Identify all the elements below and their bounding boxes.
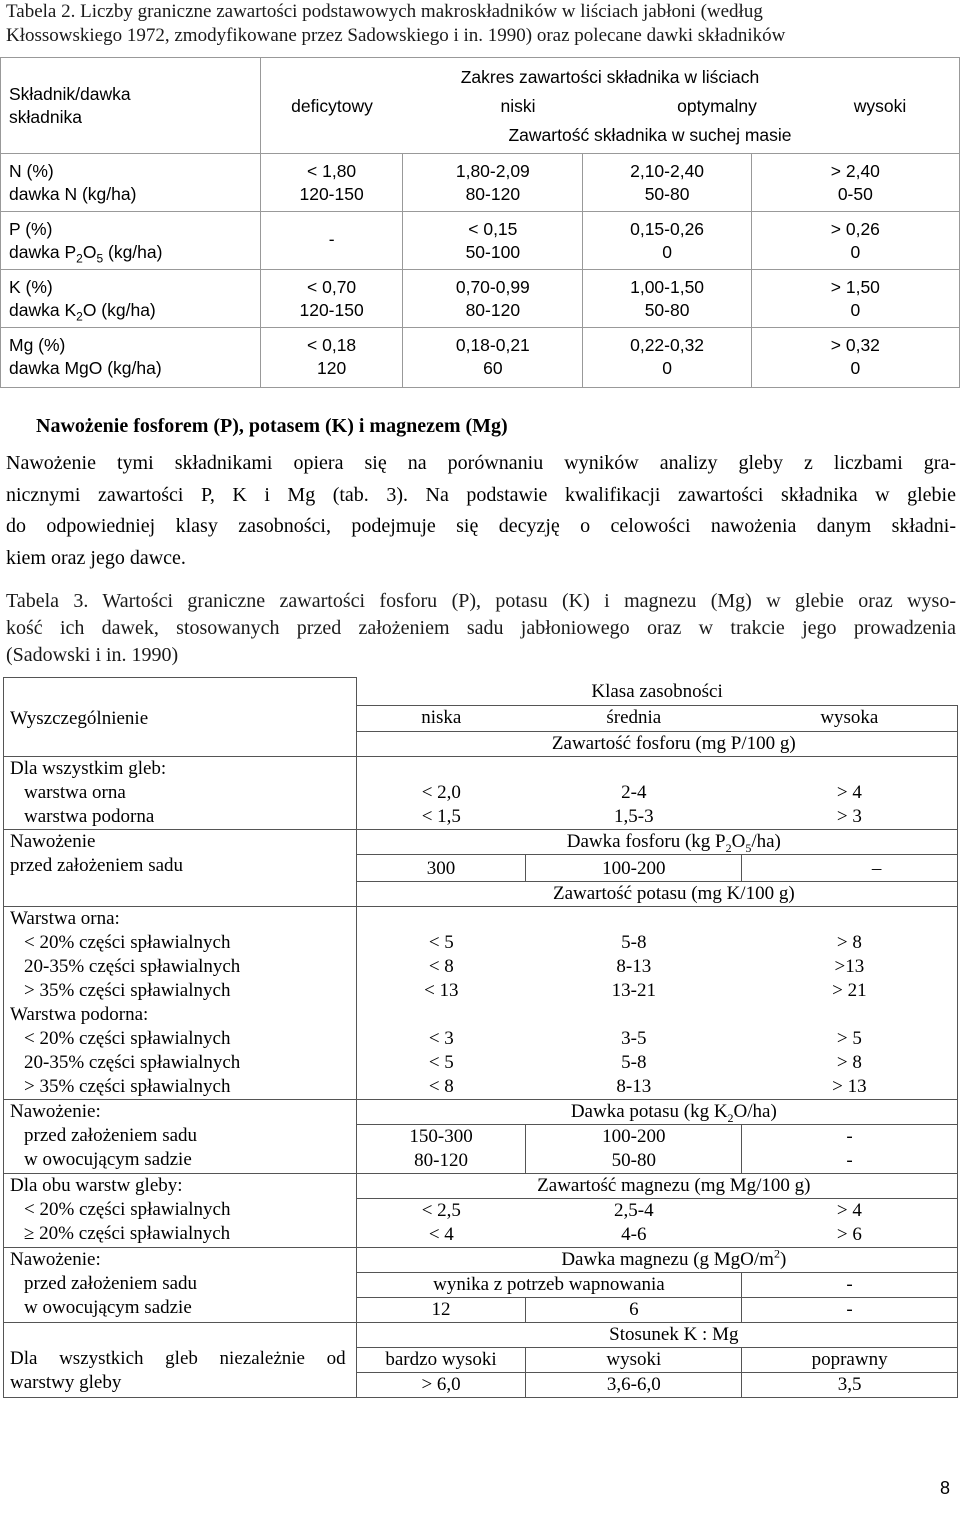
cell-value: > 4 > 6 [742,1198,958,1247]
p-soil-label: Dla wszystkim gleb: warstwa orna warstwa podorna [4,756,357,829]
cell-value: 0,18-0,21 60 [403,328,583,388]
cell-value: 5-8 8-13 13-21 3-5 5-8 8-13 [526,906,742,1099]
cell-value: > 0,32 0 [751,328,959,388]
col-header-deficytowy: deficytowy [291,96,373,116]
cell-value: - [261,212,403,270]
dry-mass-label: Zawartość składnika w suchej masie [508,125,792,145]
cell-value: poprawny [742,1347,958,1372]
cell-value: 3,6-6,0 [526,1372,742,1397]
cell-value: > 4 > 3 [742,756,958,829]
p-fert-label: Nawożenie przed założeniem sadu [4,829,357,881]
k-fert-label: Nawożenie: przed założeniem sadu w owocującym sadzie [4,1099,357,1173]
col-header-wysoki: wysoki [853,96,907,116]
cell-value: > 6,0 [356,1372,526,1397]
col-header-optymalny: optymalny [677,96,757,116]
col-header-srednia: średnia [606,706,662,728]
cell-value: 2,5-4 4-6 [526,1198,742,1247]
corner-header: Składnik/dawka składnika [1,58,261,154]
section-heading: Nawożenie fosforem (P), potasem (K) i magnezem (Mg) [36,415,508,437]
cell-value: 2,10-2,40 50-80 [583,154,751,212]
cell-value: 300 [356,854,526,881]
mg-dose-header: Dawka magnezu (g MgO/$m^2$) [356,1247,957,1272]
paragraph-line: do odpowiedniej klasy zasobności, podejmuje się decyzję o celowości nawożenia danym składni- [6,515,956,537]
body-paragraph [6,448,956,574]
cell-value: 100-200 [526,854,742,881]
table2-caption [6,0,956,48]
cell-value: 1,80-2,09 80-120 [403,154,583,212]
col-header-niski: niski [500,96,536,116]
cell-value: 2-4 1,5-3 [526,756,742,829]
cell-value: 1,00-1,50 50-80 [583,270,751,328]
cell-value: – [742,854,958,881]
cell-value: > 0,26 0 [751,212,959,270]
cell-value: < 1,80 120-150 [261,154,403,212]
cell-value: 100-200 50-80 [526,1124,742,1173]
cell-value: 3,5 [742,1372,958,1397]
cell-value: > 8 >13 > 21 > 5 > 8 > 13 [742,906,958,1099]
k-content-header: Zawartość potasu (mg K/100 g) [356,881,957,906]
ratio-header: Stosunek K : Mg [356,1322,957,1347]
cell-value: 0,22-0,32 0 [583,328,751,388]
p-dose-header: Dawka fosforu (kg $P_2O_5/ha$) [356,829,957,854]
col-header-wysoka: wysoka [742,705,958,731]
cell-value: > 1,50 0 [751,270,959,328]
cell-value: < 0,18 120 [261,328,403,388]
mg-soil-label: Dla obu warstw gleby: < 20% części spławialnych ≥ 20% części spławialnych [4,1173,357,1247]
range-header [261,58,960,154]
range-header-label: Zakres zawartości składnika w liściach [460,67,760,87]
leaf-nutrient-table [0,57,960,388]
row-label-k: K (%) dawka $K_2O$ (kg/ha) [1,270,261,328]
cell-value: wynika z potrzeb wapnowania [356,1272,742,1297]
caption-line: kość ich dawek, stosowanych przed założeniem sadu jabłoniowego oraz w trakcie jego prowadzenia [6,617,956,639]
mg-fert-label: Nawożenie: przed założeniem sadu w owocującym sadzie [4,1247,357,1322]
caption-line: Tabela 3. Wartości graniczne zawartości fosforu (P), potasu (K) i magnezu (Mg) w glebie oraz wyso- [6,590,956,612]
p-content-header: Zawartość fosforu (mg P/100 g) [356,731,957,756]
cell-value: > 2,40 0-50 [751,154,959,212]
table3-caption [6,588,956,669]
paragraph-line: nicznymi zawartości P, K i Mg (tab. 3). Na podstawie kwalifikacji zawartości składnika w glebie [6,483,956,506]
paragraph-line: Nawożenie tymi składnikami opiera się na porównaniu wyników analizy gleby z liczbami gra- [6,452,956,474]
row-label-p: P (%) dawka $P_2O_5$ (kg/ha) [1,212,261,270]
cell-value: 150-300 80-120 [356,1124,526,1173]
cell-value: 0,70-0,99 80-120 [403,270,583,328]
label-col-header: Wyszczególnienie [4,678,357,732]
cell-value: 0,15-0,26 0 [583,212,751,270]
cell-value: - - [742,1124,958,1173]
caption-line: Kłossowskiego 1972, zmodyfikowane przez Sadowskiego i in. 1990) oraz polecane dawki składników [6,25,786,46]
cell-value: 6 [526,1297,742,1322]
k-soil-label: Warstwa orna: < 20% części spławialnych 20-35% części spławialnych > 35% części spławialnych Warstwa podorna: < 20% części spławialnych 20-35% części spławialnych > 35% części spławialnych [4,906,357,1099]
k-dose-header: Dawka potasu (kg $K_2O/ha$) [356,1099,957,1124]
cell-value: < 2,5 < 4 [356,1198,526,1247]
mg-content-header: Zawartość magnezu (mg Mg/100 g) [356,1173,957,1198]
soil-nutrient-table [3,677,958,1398]
cell-value: bardzo wysoki [356,1347,526,1372]
cell-value: 12 [356,1297,526,1322]
row-label-n: N (%) dawka N (kg/ha) [1,154,261,212]
cell-value: wysoki [526,1347,742,1372]
cell-value: < 0,70 120-150 [261,270,403,328]
class-header: Klasa zasobności [356,678,957,706]
cell-value: < 5 < 8 < 13 < 3 < 5 < 8 [356,906,526,1099]
col-header-niska: niska [421,706,462,728]
cell-value: < 0,15 50-100 [403,212,583,270]
ratio-label: Dla wszystkich gleb niezależnie od warstwy gleby [4,1322,357,1397]
row-label-mg: Mg (%) dawka MgO (kg/ha) [1,328,261,388]
page-number: 8 [939,1478,950,1498]
cell-value: - [742,1272,958,1297]
cell-value: < 2,0 < 1,5 [356,756,526,829]
paragraph-line: kiem oraz jego dawce. [6,546,186,569]
caption-line: (Sadowski i in. 1990) [6,644,179,666]
caption-line: Tabela 2. Liczby graniczne zawartości podstawowych makroskładników w liściach jabłoni (według [6,1,763,22]
cell-value: - [742,1297,958,1322]
